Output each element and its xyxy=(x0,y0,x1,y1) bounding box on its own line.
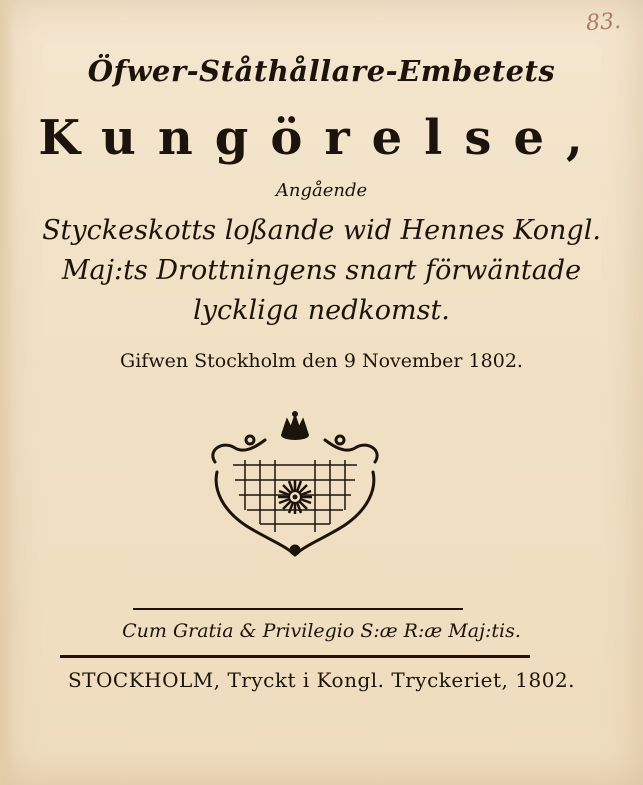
title-announcement: Kungörelse, xyxy=(38,110,605,166)
privilege-line: Cum Gratia & Privilegio S:æ R:æ Maj:tis. xyxy=(122,620,521,642)
royal-crown-vignette-icon xyxy=(205,410,385,560)
title-office: Öfwer-Ståthållare-Embetets xyxy=(87,54,556,88)
handwritten-page-number: 83. xyxy=(585,8,622,37)
subtitle-regarding: Angående xyxy=(275,180,368,201)
date-line: Gifwen Stockholm den 9 November 1802. xyxy=(120,350,523,372)
divider-rule-bottom xyxy=(60,655,530,658)
imprint-line: STOCKHOLM, Tryckt i Kongl. Tryckeriet, 1802. xyxy=(67,668,576,692)
divider-rule-top xyxy=(133,608,463,610)
body-line-2: Maj:ts Drottningens snart förwäntade xyxy=(61,255,582,286)
body-line-3: lyckliga nedkomst. xyxy=(193,295,450,326)
body-line-1: Styckeskotts loßande wid Hennes Kongl. xyxy=(42,215,601,246)
